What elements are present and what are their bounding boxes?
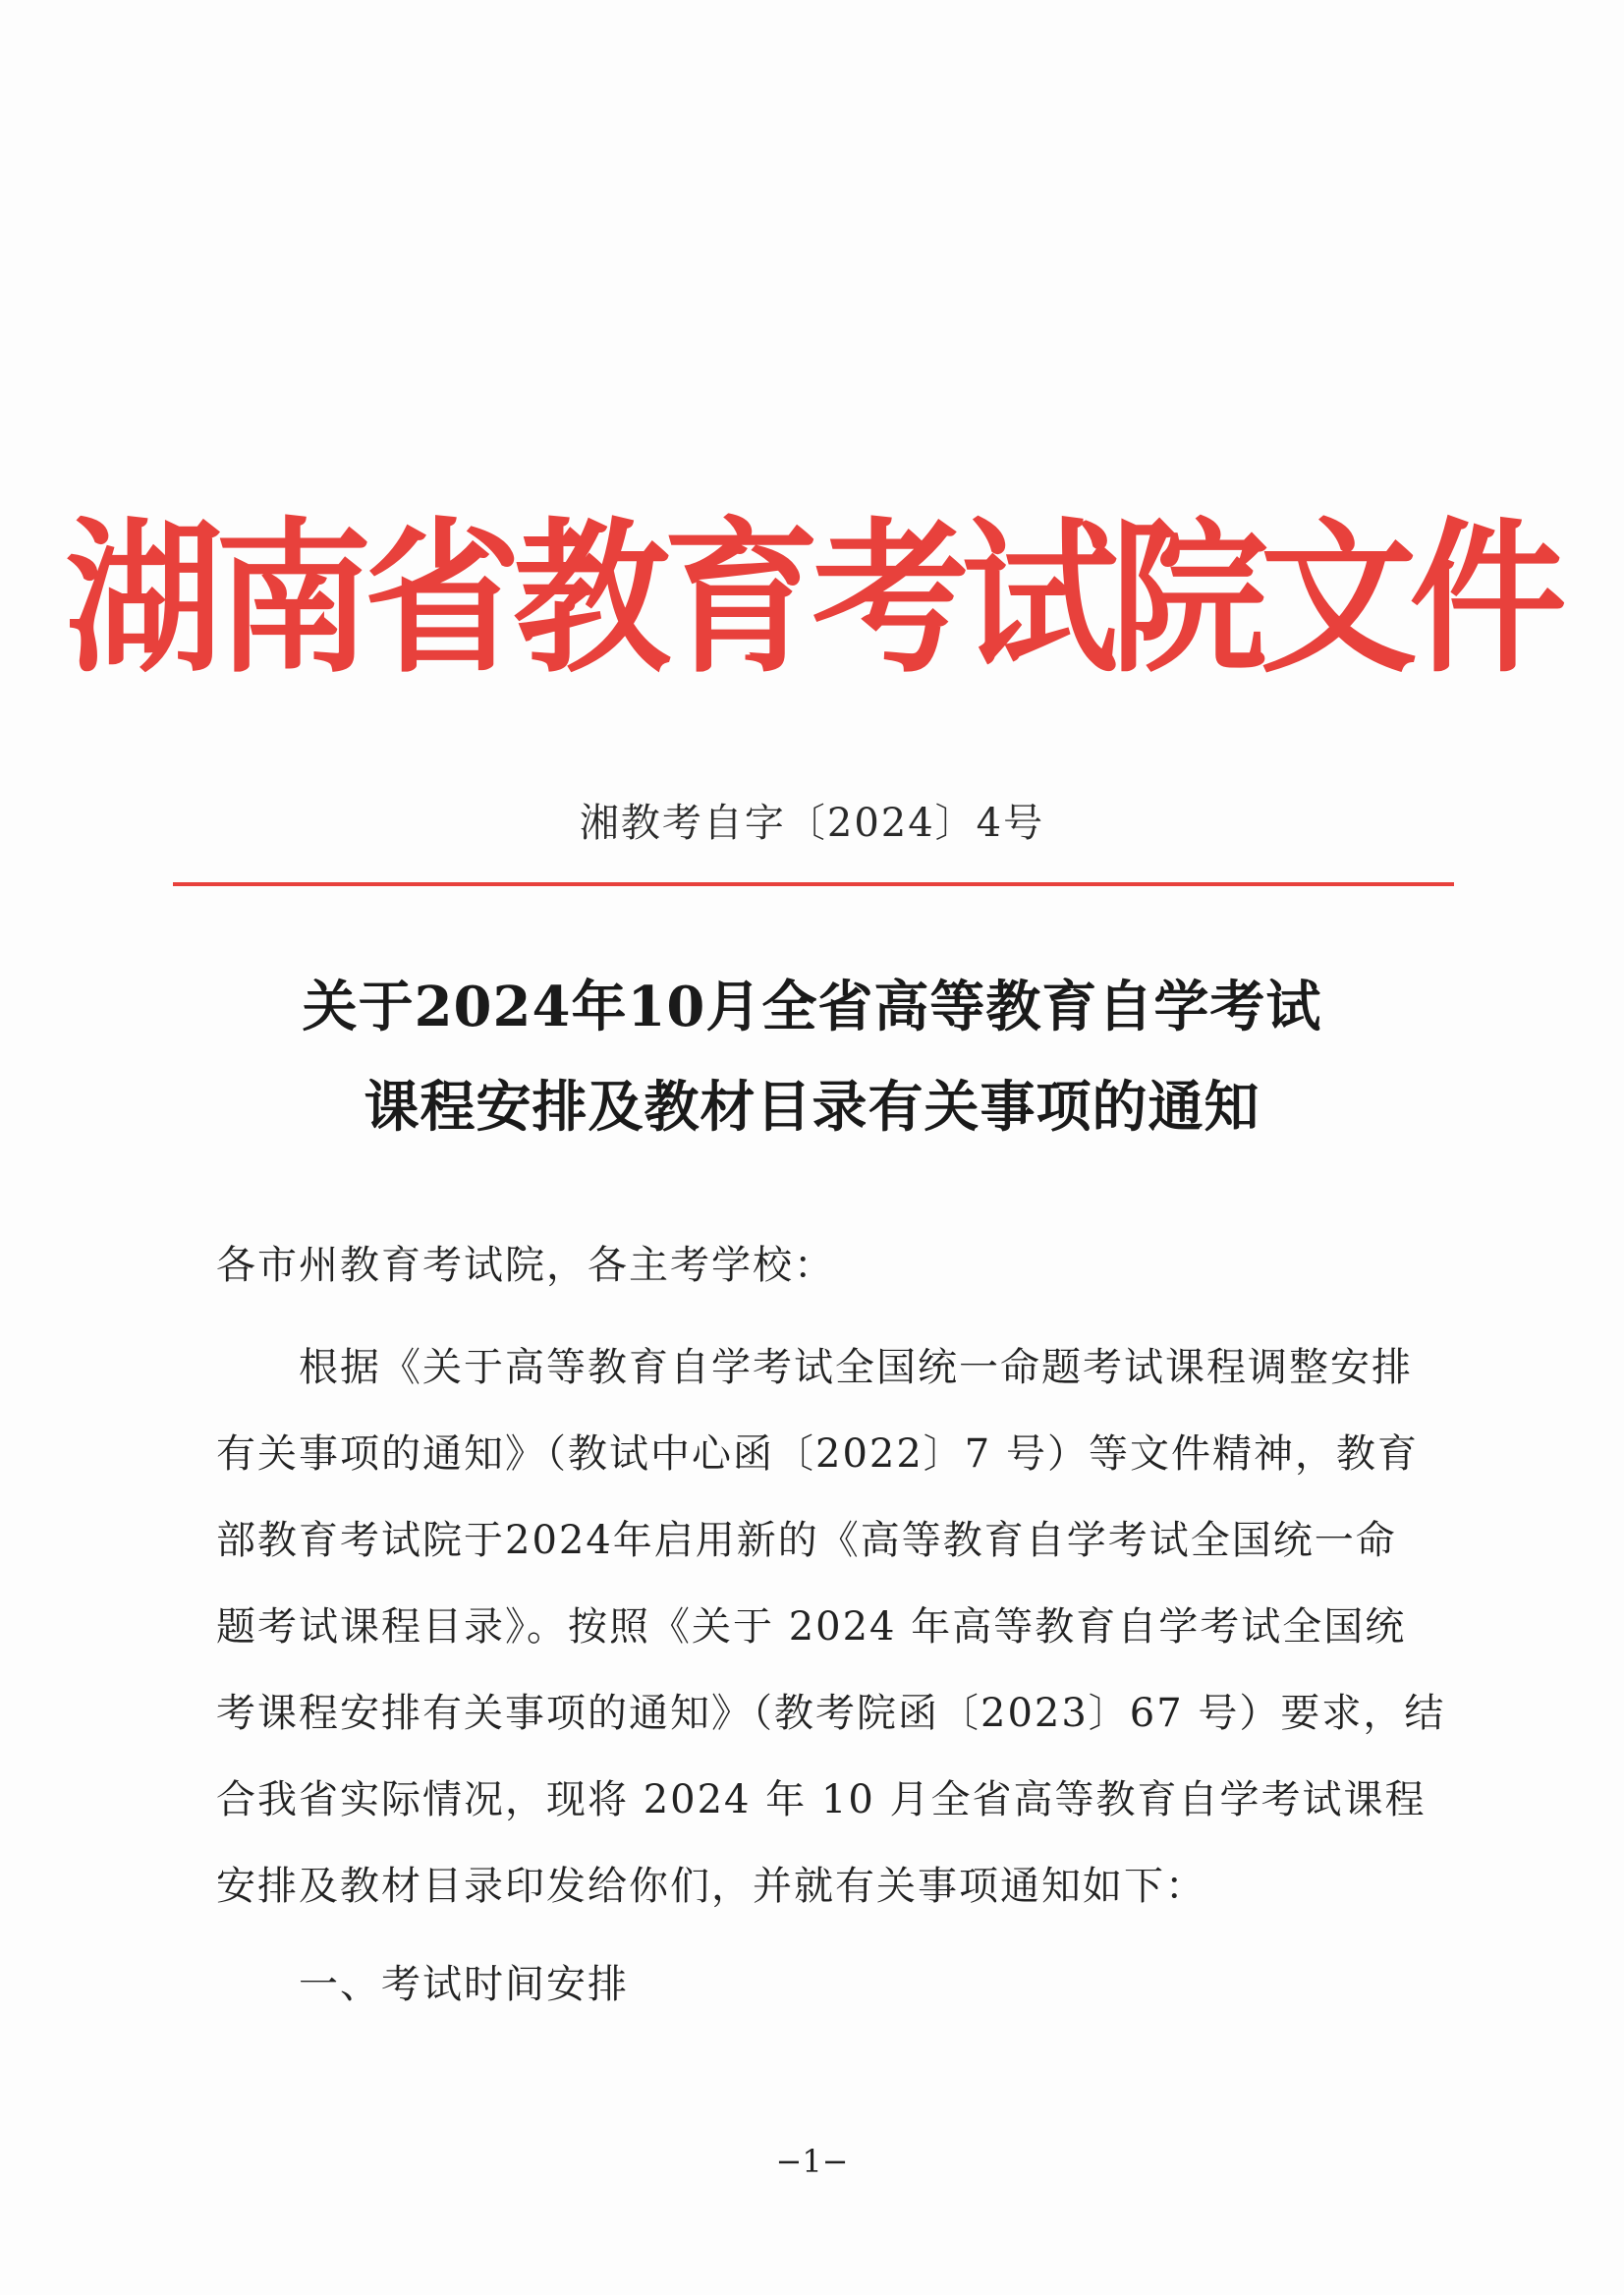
document-title-line-1: 关于2024年10月全省高等教育自学考试 [302,975,1322,1039]
document-number: 湘教考自字〔2024〕4号 [579,801,1045,846]
paragraph-line: 合我省实际情况，现将 2024 年 10 月全省高等教育自学考试课程 [216,1777,1427,1822]
salutation: 各市州教育考试院，各主考学校： [216,1243,835,1288]
paragraph-line: 有关事项的通知》（教试中心函〔2022〕7 号）等文件精神，教育 [216,1431,1419,1477]
page-number: −1− [775,2143,849,2180]
paragraph-line: 考课程安排有关事项的通知》（教考院函〔2023〕67 号）要求，结 [216,1691,1446,1736]
paragraph-line: 部教育考试院于2024年启用新的《高等教育自学考试全国统一命 [216,1518,1397,1563]
issuer-banner: 湖南省教育考试院文件 [65,502,1559,696]
document-title-line-2: 课程安排及教材目录有关事项的通知 [364,1075,1260,1140]
red-divider [173,882,1454,886]
paragraph-line: 根据《关于高等教育自学考试全国统一命题考试课程调整安排 [216,1345,1413,1390]
paragraph-line: 题考试课程目录》。按照《关于 2024 年高等教育自学考试全国统 [216,1604,1407,1650]
paragraph-line: 安排及教材目录印发给你们，并就有关事项通知如下： [216,1864,1206,1909]
section-heading: 一、考试时间安排 [216,1962,629,2007]
